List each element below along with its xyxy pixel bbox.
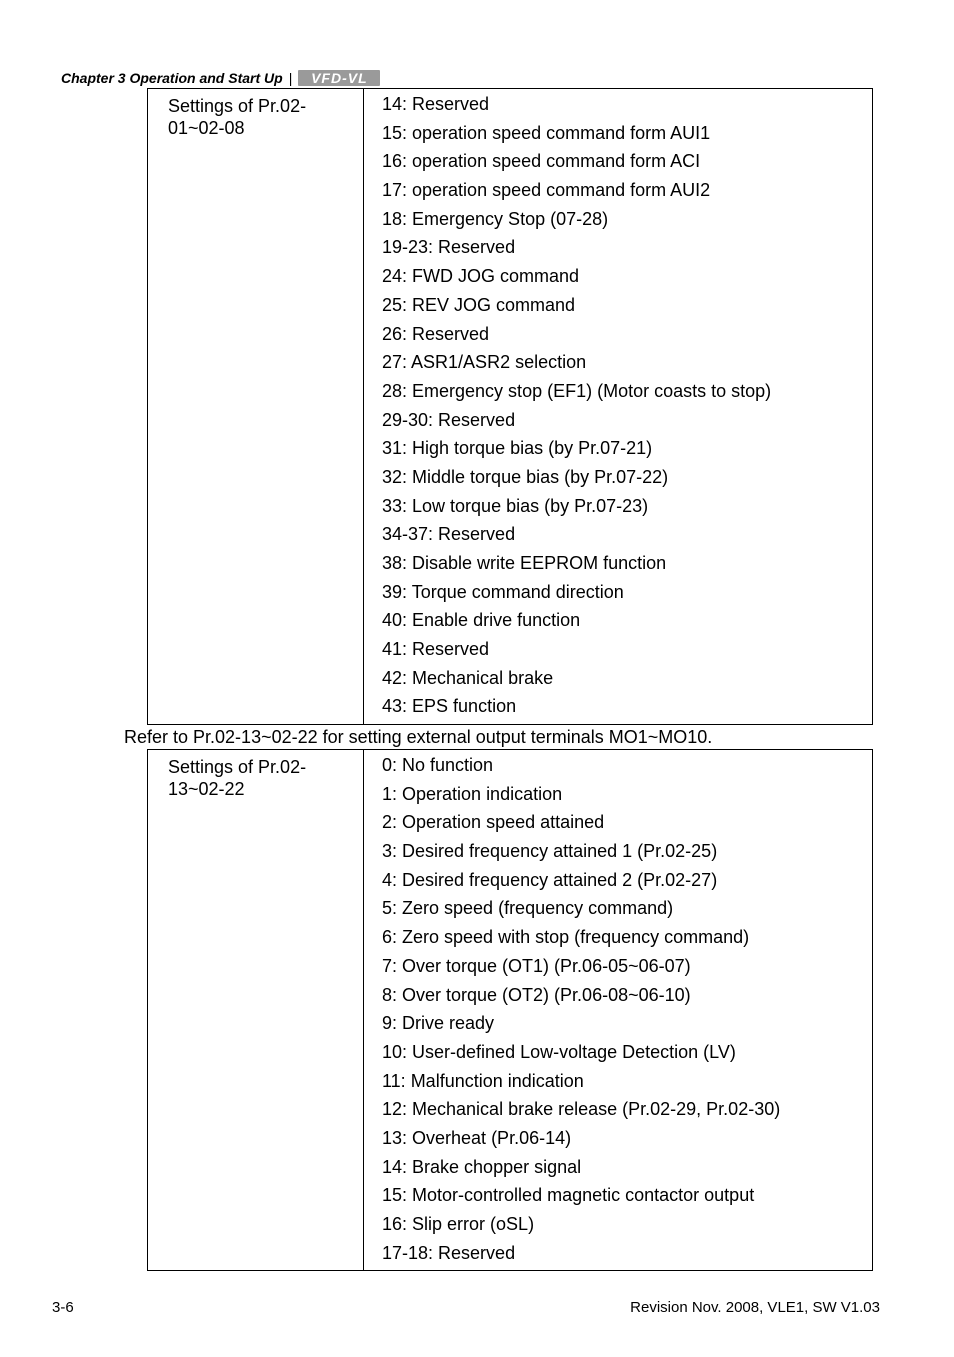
setting-item: 25: REV JOG command: [382, 294, 576, 315]
setting-item: 32: Middle torque bias (by Pr.07-22): [382, 466, 669, 487]
setting-item: 39: Torque command direction: [382, 581, 624, 602]
setting-item: 27: ASR1/ASR2 selection: [382, 352, 587, 373]
page-header: [61, 68, 380, 88]
setting-item: 41: Reserved: [382, 639, 490, 660]
setting-item: 33: Low torque bias (by Pr.07-23): [382, 495, 649, 516]
setting-item: 17: operation speed command form AUI2: [382, 180, 711, 201]
settings-value-list: [364, 89, 872, 724]
setting-item: 15: Motor-controlled magnetic contactor output: [382, 1185, 755, 1206]
setting-item: 31: High torque bias (by Pr.07-21): [382, 438, 653, 459]
settings-values-cell: [364, 89, 873, 725]
settings-value-list: [364, 750, 872, 1270]
setting-item: 38: Disable write EEPROM function: [382, 553, 667, 573]
setting-item: 8: Over torque (OT2) (Pr.06-08~06-10): [382, 984, 691, 1005]
chapter-title: Chapter 3 Operation and Start Up: [61, 70, 283, 86]
settings-table-02-13: [147, 749, 873, 1271]
setting-item: 2: Operation speed attained: [382, 812, 605, 833]
setting-item: 26: Reserved: [382, 323, 490, 344]
setting-item: 12: Mechanical brake release (Pr.02-29, Pr.02-30): [382, 1099, 781, 1120]
settings-label-cell: [148, 89, 364, 725]
setting-item: 3: Desired frequency attained 1 (Pr.02-25): [382, 841, 718, 862]
setting-item: 15: operation speed command form AUI1: [382, 122, 711, 143]
setting-item: 40: Enable drive function: [382, 610, 581, 631]
setting-item: 6: Zero speed with stop (frequency command): [382, 927, 750, 948]
setting-item: 19-23: Reserved: [382, 237, 516, 258]
header-separator: |: [288, 70, 293, 86]
settings-label-cell: [148, 750, 364, 1271]
setting-item: 4: Desired frequency attained 2 (Pr.02-27): [382, 869, 718, 890]
setting-item: 5: Zero speed (frequency command): [382, 898, 674, 919]
setting-item: 28: Emergency stop (EF1) (Motor coasts to stop): [382, 380, 772, 401]
setting-item: 10: User-defined Low-voltage Detection (LV): [382, 1041, 736, 1062]
settings-label: Settings of Pr.02-01~02-08: [168, 96, 307, 138]
settings-table-02-01: [147, 88, 873, 725]
setting-item: 43: EPS function: [382, 696, 517, 717]
setting-item: 14: Reserved: [382, 94, 490, 114]
settings-values-cell: [364, 750, 873, 1271]
setting-item: 13: Overheat (Pr.06-14): [382, 1127, 572, 1148]
settings-label: Settings of Pr.02-13~02-22: [168, 757, 307, 799]
setting-item: 24: FWD JOG command: [382, 266, 580, 287]
vfd-vl-logo: VFD-VL: [298, 70, 380, 86]
setting-item: 11: Malfunction indication: [382, 1070, 584, 1091]
setting-item: 9: Drive ready: [382, 1013, 495, 1034]
setting-item: 18: Emergency Stop (07-28): [382, 208, 609, 229]
intro-text: Refer to Pr.02-13~02-22 for setting external output terminals MO1~MO10.: [124, 727, 713, 747]
setting-item: 14: Brake chopper signal: [382, 1156, 582, 1177]
setting-item: 16: Slip error (oSL): [382, 1214, 535, 1234]
setting-item: 1: Operation indication: [382, 783, 563, 804]
setting-item: 7: Over torque (OT1) (Pr.06-05~06-07): [382, 955, 691, 976]
setting-item: 16: operation speed command form ACI: [382, 151, 701, 172]
revision-info: Revision Nov. 2008, VLE1, SW V1.03: [630, 1299, 880, 1316]
setting-item: 34-37: Reserved: [382, 524, 516, 545]
setting-item: 17-18: Reserved: [382, 1242, 516, 1263]
setting-item: 29-30: Reserved: [382, 409, 516, 430]
setting-item: 42: Mechanical brake: [382, 667, 554, 688]
page-number: 3-6: [52, 1299, 74, 1316]
setting-item: 0: No function: [382, 755, 494, 775]
